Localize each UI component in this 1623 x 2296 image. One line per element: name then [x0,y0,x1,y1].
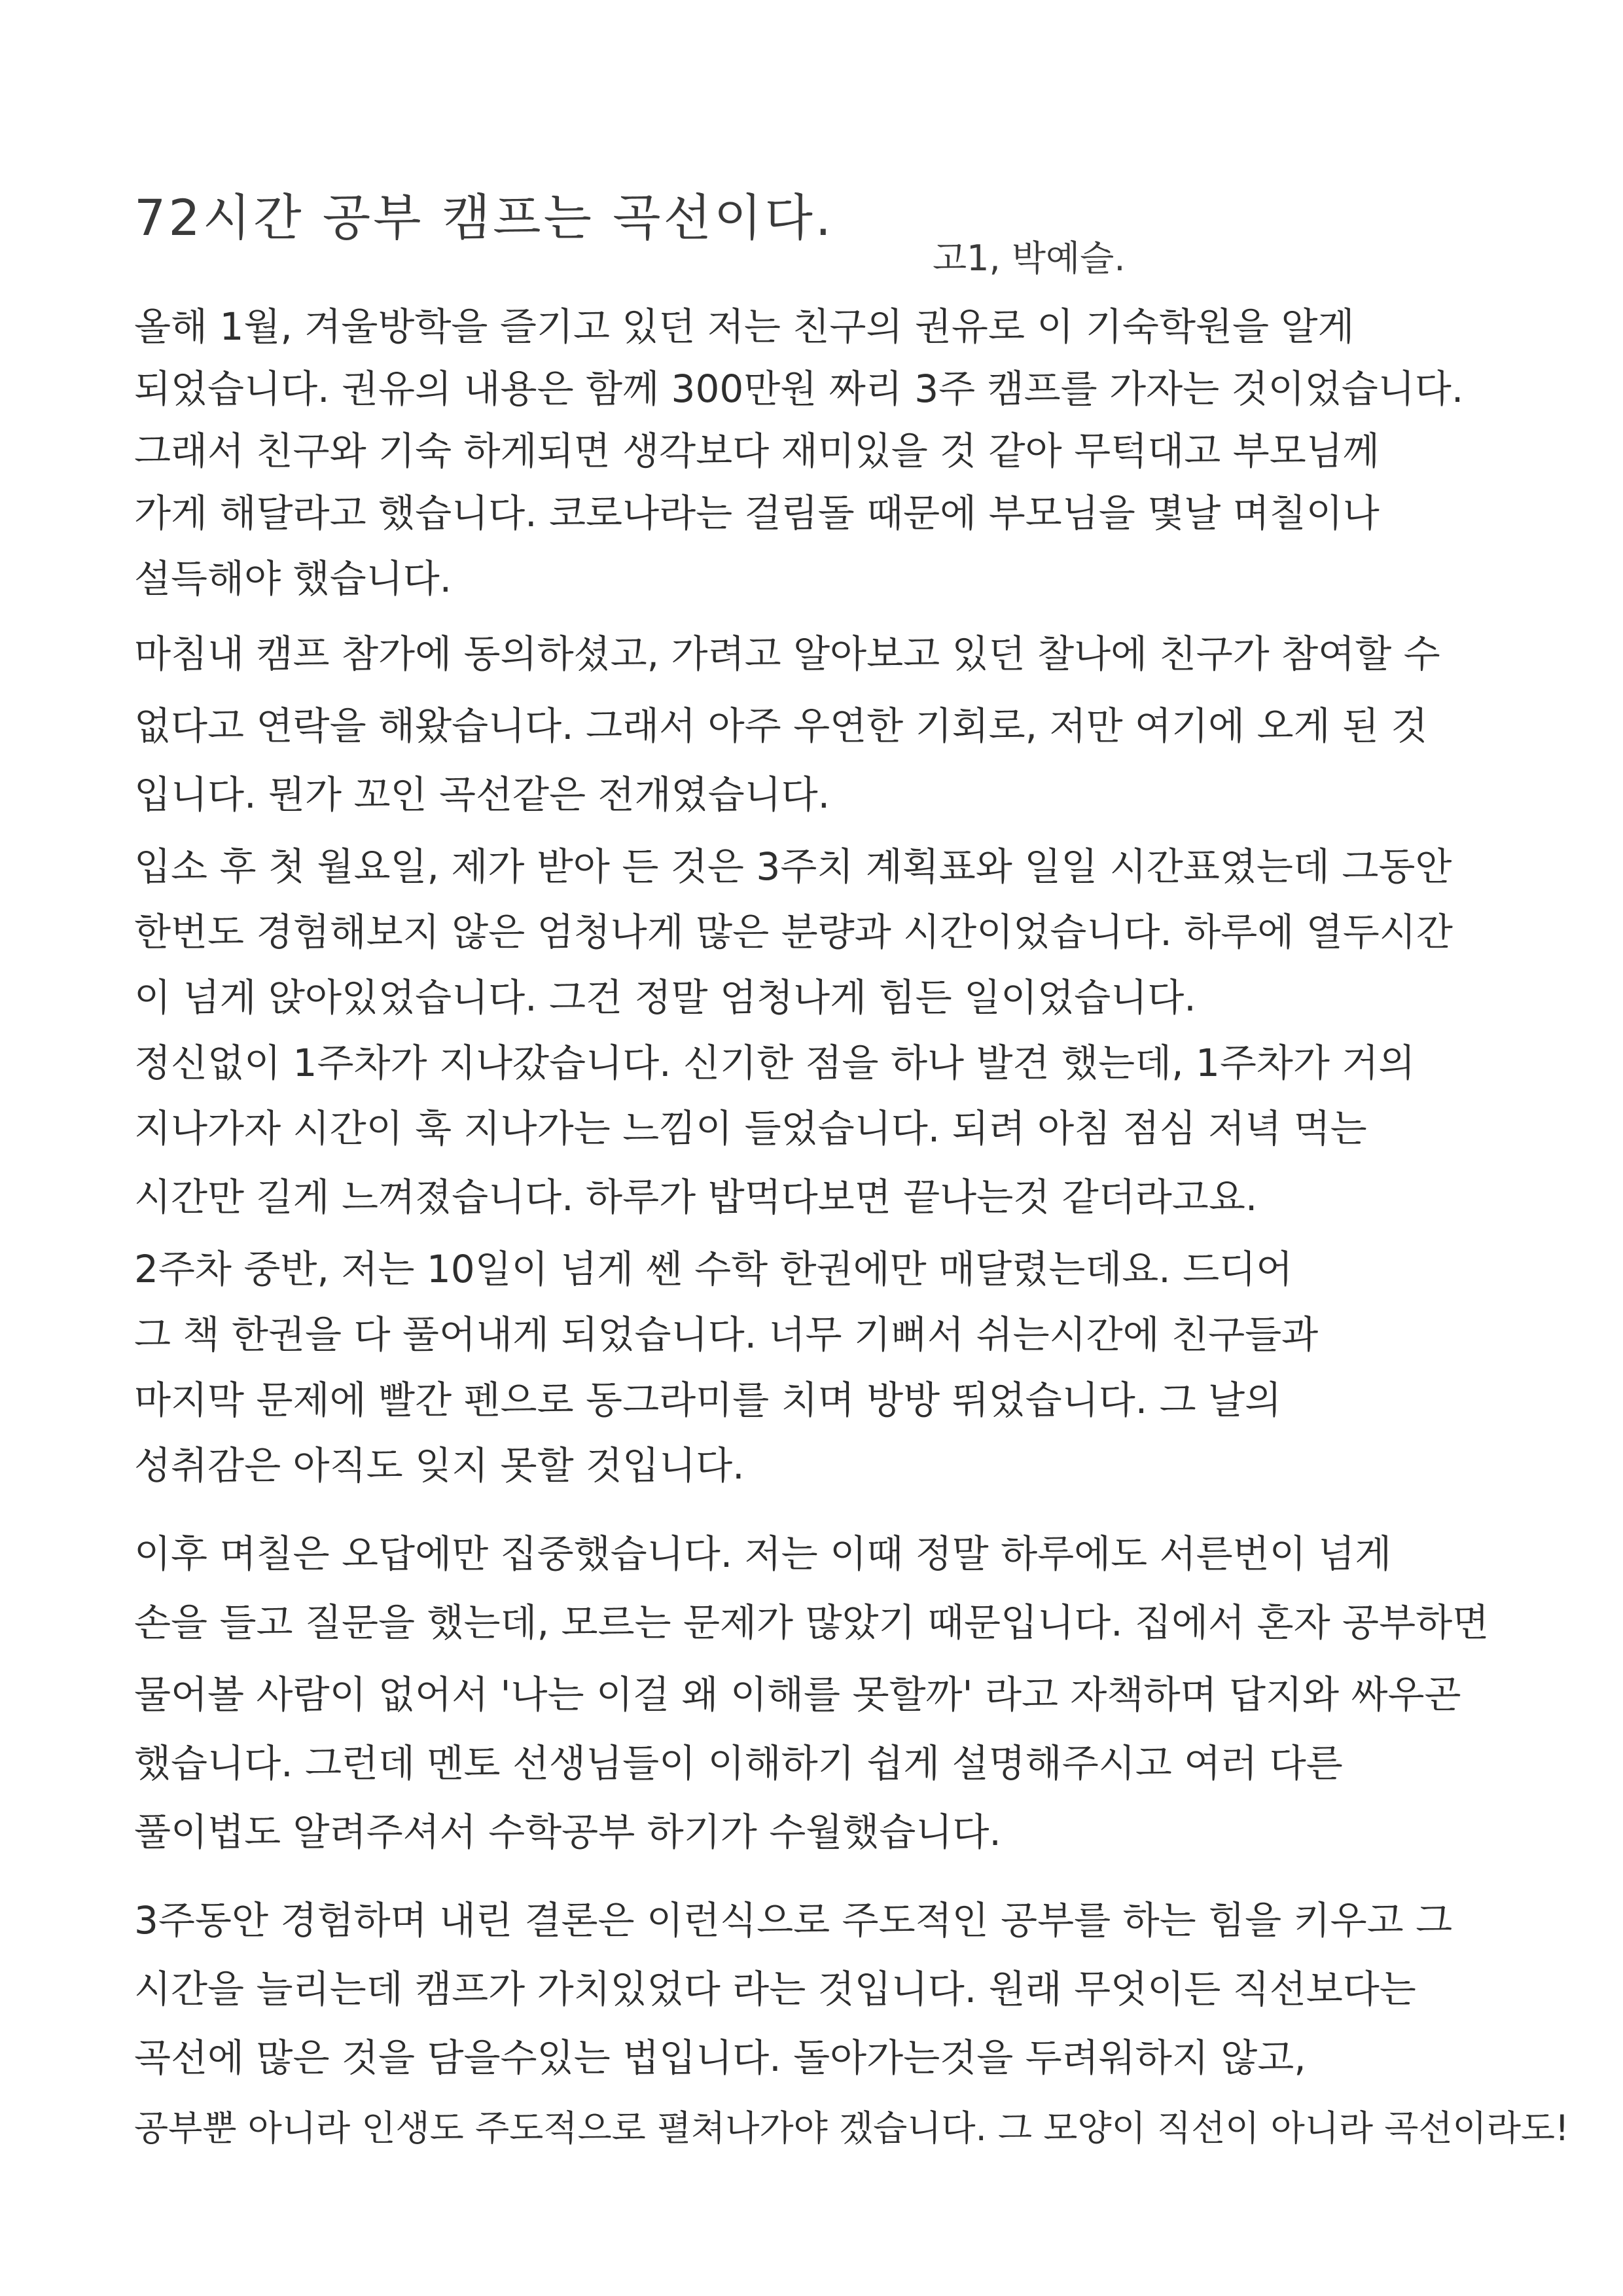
essay-line: 2주차 중반, 저는 10일이 넘게 쎈 수학 한권에만 매달렸는데요. 드디어 [134,1247,1293,1291]
essay-line: 없다고 연락을 해왔습니다. 그래서 아주 우연한 기회로, 저만 여기에 오게 된 것 [134,704,1428,748]
essay-line: 입소 후 첫 월요일, 제가 받아 든 것은 3주치 계획표와 일일 시간표였는데 그동안 [134,844,1452,889]
essay-line: 정신없이 1주차가 지나갔습니다. 신기한 점을 하나 발견 했는데, 1주차가 거의 [134,1041,1416,1085]
essay-line: 지나가자 시간이 훅 지나가는 느낌이 들었습니다. 되려 아침 점심 저녁 먹는 [134,1106,1367,1151]
essay-line: 되었습니다. 권유의 내용은 함께 300만원 짜리 3주 캠프를 가자는 것이었습니다. [134,367,1464,411]
essay-line: 마지막 문제에 빨간 펜으로 동그라미를 치며 방방 뛰었습니다. 그 날의 [134,1378,1282,1422]
essay-line: 마침내 캠프 참가에 동의하셨고, 가려고 알아보고 있던 찰나에 친구가 참여할 수 [134,632,1440,676]
essay-line: 가게 해달라고 했습니다. 코로나라는 걸림돌 때문에 부모님을 몇날 며칠이나 [134,491,1380,535]
essay-line: 이 넘게 앉아있었습니다. 그건 정말 엄청나게 힘든 일이었습니다. [134,975,1196,1020]
essay-line: 설득해야 했습니다. [134,556,452,601]
essay-line: 입니다. 뭔가 꼬인 곡선같은 전개였습니다. [134,772,830,817]
essay-title: 72시간 공부 캠프는 곡선이다. [134,188,834,247]
essay-line: 했습니다. 그런데 멘토 선생님들이 이해하기 쉽게 설명해주시고 여러 다른 [134,1741,1343,1785]
essay-line: 3주동안 경험하며 내린 결론은 이런식으로 주도적인 공부를 하는 힘을 키우고 그 [134,1898,1453,1943]
essay-line: 시간만 길게 느껴졌습니다. 하루가 밥먹다보면 끝나는것 같더라고요. [134,1175,1258,1219]
essay-line: 한번도 경험해보지 않은 엄청나게 많은 분량과 시간이었습니다. 하루에 열두시간 [134,910,1453,954]
essay-line: 올해 1월, 겨울방학을 즐기고 있던 저는 친구의 권유로 이 기숙학원을 알게 [134,304,1355,349]
essay-line: 풀이법도 알려주셔서 수학공부 하기가 수월했습니다. [134,1810,1001,1854]
essay-line: 공부뿐 아니라 인생도 주도적으로 펼쳐나가야 겠습니다. 그 모양이 직선이 아니라 곡선이라도! [134,2108,1569,2149]
essay-line: 손을 들고 질문을 했는데, 모르는 문제가 많았기 때문입니다. 집에서 혼자 공부하면 [134,1600,1489,1645]
essay-line: 그래서 친구와 기숙 하게되면 생각보다 재미있을 것 같아 무턱대고 부모님께 [134,429,1380,473]
essay-line: 물어볼 사람이 없어서 '나는 이걸 왜 이해를 못할까' 라고 자책하며 답지와 싸우곤 [134,1672,1461,1717]
essay-line: 그 책 한권을 다 풀어내게 되었습니다. 너무 기뻐서 쉬는시간에 친구들과 [134,1312,1319,1357]
essay-line: 시간을 늘리는데 캠프가 가치있었다 라는 것입니다. 원래 무엇이든 직선보다는 [134,1967,1416,2011]
author-line: 고1, 박예슬. [933,238,1126,279]
essay-line: 성취감은 아직도 잊지 못할 것입니다. [134,1443,745,1488]
essay-line: 이후 며칠은 오답에만 집중했습니다. 저는 이때 정말 하루에도 서른번이 넘게 [134,1532,1392,1576]
essay-line: 곡선에 많은 것을 담을수있는 법입니다. 돌아가는것을 두려워하지 않고, [134,2036,1306,2080]
